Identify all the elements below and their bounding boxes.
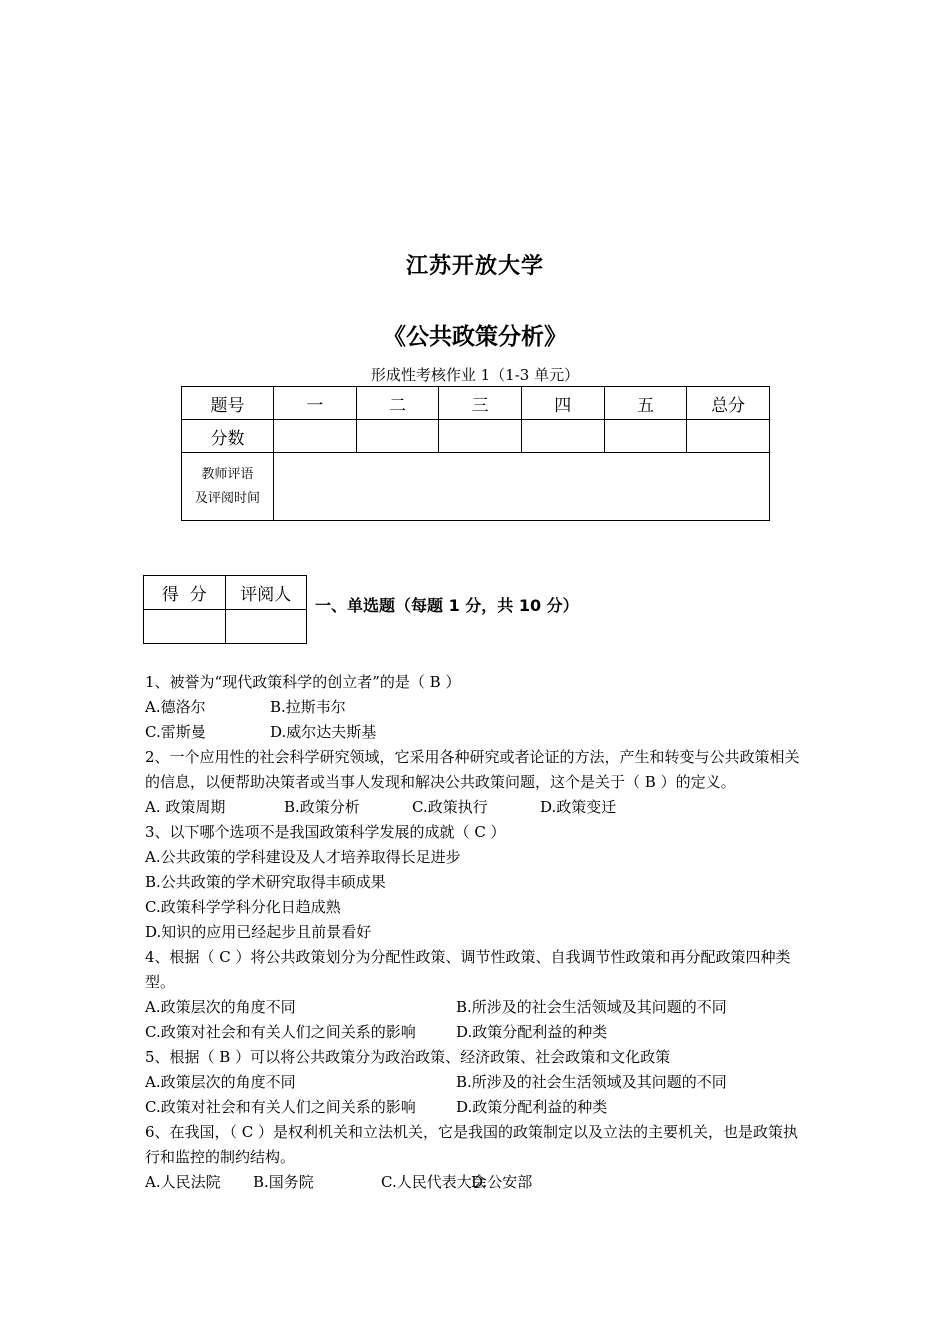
- grader-table-header-row: [144, 576, 307, 610]
- question-col-2: 二: [356, 387, 439, 420]
- assignment-subtitle: 形成性考核作业 1（1-3 单元）: [370, 366, 580, 384]
- answer-option: B.所涉及的社会生活领域及其问题的不同: [456, 1073, 727, 1091]
- option-row: [145, 1070, 810, 1095]
- question-item: [145, 1045, 810, 1120]
- question-stem: 1、被誉为“现代政策科学的创立者”的是（ B ）: [145, 673, 461, 691]
- question-col-4: 四: [521, 387, 604, 420]
- answer-option: C.政策执行: [412, 798, 488, 816]
- option-row: [145, 695, 810, 720]
- answer-option: C.政策对社会和有关人们之间关系的影响: [145, 1023, 416, 1041]
- question-item: [145, 945, 810, 1045]
- answer-option: A.人民法院: [145, 1173, 221, 1191]
- score-table-score-row: [182, 420, 770, 453]
- teacher-comment-label-line1: 教师评语: [201, 466, 254, 482]
- answer-option: B.政策分析: [284, 798, 360, 816]
- question-item: [145, 820, 810, 945]
- answer-option: D.公安部: [471, 1173, 533, 1191]
- question-number-label: 题号: [182, 387, 274, 420]
- grader-score-cell: [144, 610, 226, 644]
- question-stem: 2、一个应用性的社会科学研究领域，它采用各种研究或者论证的方法，产生和转变与公共政策相关的信息，以便帮助决策者或当事人发现和解决公共政策问题，这个是关于（ B ）的定义。: [145, 748, 800, 791]
- answer-option: D.政策分配利益的种类: [456, 1098, 608, 1116]
- score-label: 分数: [182, 420, 274, 453]
- answer-option: D.威尔达夫斯基: [270, 723, 377, 741]
- answer-option: C.政策科学学科分化日趋成熟: [145, 898, 341, 916]
- answer-option: A.公共政策的学科建设及人才培养取得长足进步: [145, 848, 461, 866]
- score-table: [181, 386, 770, 521]
- option-row: [145, 720, 810, 745]
- question-col-3: 三: [439, 387, 522, 420]
- teacher-comment-cell: [274, 453, 770, 521]
- question-col-5: 五: [604, 387, 687, 420]
- answer-option: A. 政策周期: [145, 798, 226, 816]
- option-row: [145, 1095, 810, 1120]
- score-cell-4: [521, 420, 604, 453]
- question-item: [145, 745, 810, 820]
- score-table-header-row: [182, 387, 770, 420]
- answer-option: D.政策分配利益的种类: [456, 1023, 608, 1041]
- answer-option: D.知识的应用已经起步且前景看好: [145, 923, 372, 941]
- option-row: [145, 920, 810, 945]
- score-cell-3: [439, 420, 522, 453]
- option-row: [145, 1020, 810, 1045]
- question-item: [145, 670, 810, 745]
- university-title: 江苏开放大学: [405, 254, 544, 279]
- question-stem: 5、根据（ B ）可以将公共政策分为政治政策、经济政策、社会政策和文化政策: [145, 1048, 671, 1066]
- answer-option: B.拉斯韦尔: [270, 698, 346, 716]
- answer-option: C.政策对社会和有关人们之间关系的影响: [145, 1098, 416, 1116]
- grader-name-cell: [225, 610, 307, 644]
- option-row: [145, 845, 810, 870]
- grader-score-label: 得 分: [144, 576, 226, 610]
- grader-table: [143, 575, 307, 644]
- question-stem: 4、根据（ C ）将公共政策划分为分配性政策、调节性政策、自我调节性政策和再分配政策四种类型。: [145, 948, 791, 991]
- question-stem: 3、以下哪个选项不是我国政策科学发展的成就（ C ）: [145, 823, 506, 841]
- answer-option: B.国务院: [253, 1173, 314, 1191]
- answer-option: A.政策层次的角度不同: [145, 998, 296, 1016]
- question-stem: 6、在我国，（ C ）是权利机关和立法机关，它是我国的政策制定以及立法的主要机关，也是政策执行和监控的制约结构。: [145, 1123, 799, 1166]
- answer-option: B.所涉及的社会生活领域及其问题的不同: [456, 998, 727, 1016]
- grader-name-label: 评阅人: [225, 576, 307, 610]
- option-row: [145, 1170, 810, 1195]
- teacher-comment-label: [182, 453, 274, 521]
- option-row: [145, 995, 810, 1020]
- score-table-comment-row: [182, 453, 770, 521]
- question-item: [145, 1120, 810, 1195]
- score-cell-1: [274, 420, 357, 453]
- score-cell-2: [356, 420, 439, 453]
- grader-table-value-row: [144, 610, 307, 644]
- answer-option: C.雷斯曼: [145, 723, 206, 741]
- question-col-1: 一: [274, 387, 357, 420]
- answer-option: D.政策变迁: [540, 798, 617, 816]
- answer-option: B.公共政策的学术研究取得丰硕成果: [145, 873, 386, 891]
- option-row: [145, 795, 810, 820]
- answer-option: C.人民代表大会: [381, 1173, 487, 1191]
- score-cell-5: [604, 420, 687, 453]
- teacher-comment-label-line2: 及评阅时间: [194, 490, 260, 506]
- total-col: 总分: [687, 387, 770, 420]
- option-row: [145, 895, 810, 920]
- question-list: [145, 670, 810, 1195]
- course-title: 《公共政策分析》: [383, 324, 567, 350]
- answer-option: A.德洛尔: [145, 698, 206, 716]
- section-title: 一、单选题（每题 1 分，共 10 分）: [315, 596, 579, 615]
- answer-option: A.政策层次的角度不同: [145, 1073, 296, 1091]
- score-cell-total: [687, 420, 770, 453]
- option-row: [145, 870, 810, 895]
